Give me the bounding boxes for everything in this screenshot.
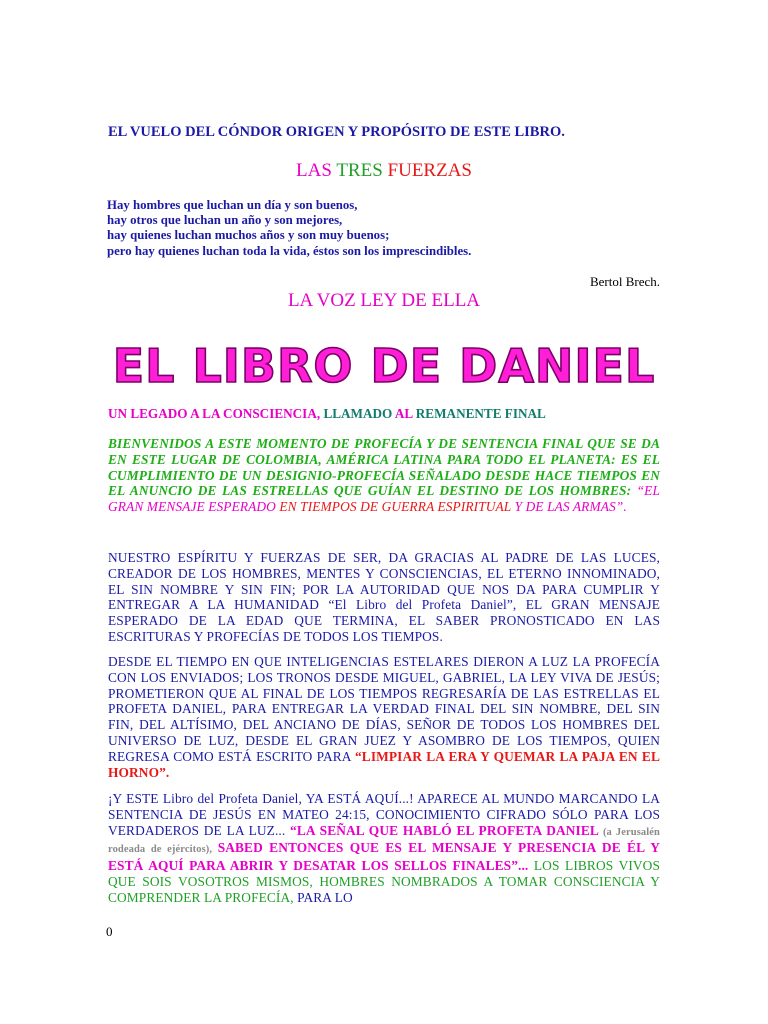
- gratitude-paragraph: NUESTRO ESPÍRITU Y FUERZAS DE SER, DA GRACIAS AL PADRE DE LAS LUCES, CREADOR DE LOS HOMBRES, MENTES Y CONSCIENCIAS, EL ETERNO INNOMINADO, EL SIN NOMBRE Y SIN FIN; POR LA AUTORIDAD QUE NOS DA PARA CUMPLIR Y ENTREGAR A LA HUMANIDAD “El Libro del Profeta Daniel”, EL GRAN MENSAJE ESPERADO DE LA EDAD QUE TERMINA, EL SABER PRONOSTICADO EN LAS ESCRITURAS Y PROFECÍAS DE TODOS LOS TIEMPOS.: [108, 550, 660, 644]
- book-title-graphic: [0, 330, 768, 396]
- legacy-subtitle: [108, 406, 668, 422]
- book-arrival-paragraph: [108, 791, 660, 906]
- prophecy-quote: “LIMPIAR LA ERA Y QUEMAR LA PAJA EN EL HORNO”.: [108, 748, 660, 780]
- welcome-war: EN TIEMPOS DE GUERRA ESPIRITUAL: [279, 499, 512, 515]
- heading-word-fuerzas: FUERZAS: [387, 160, 472, 181]
- quote-author: Bertol Brech.: [589, 274, 660, 289]
- subtitle-called: LLAMADO: [323, 406, 393, 421]
- arrival-seals: SABED ENTONCES QUE ES EL MENSAJE Y PRESENCIA DE ÉL Y ESTÁ AQUÍ PARA ABRIR Y DESATAR LOS SELLOS FINALES”...: [108, 840, 660, 874]
- welcome-text: BIENVENIDOS A ESTE MOMENTO DE PROFECÍA Y DE SENTENCIA FINAL QUE SE DA EN ESTE LUGAR DE COLOMBIA, AMÉRICA LATINA PARA TODO EL PLANETA: ES EL CUMPLIMIENTO DE UN DESIGNIO-PROFECÍA SEÑALADO DESDE HACE TIEMPOS EN EL ANUNCIO DE LAS ESTRELLAS QUE GUÍAN EL DESTINO DE LOS HOMBRES:: [108, 436, 660, 499]
- welcome-paragraph: [108, 436, 660, 515]
- poem-line: hay quienes luchan muchos años y son muy buenos;: [107, 228, 390, 243]
- section-heading: EL VUELO DEL CÓNDOR ORIGEN Y PROPÓSITO DE ESTE LIBRO.: [108, 124, 565, 140]
- prophecy-paragraph: [108, 654, 660, 780]
- subtitle-remnant: REMANENTE FINAL: [415, 406, 546, 421]
- poem-quote: [107, 198, 667, 259]
- arrival-text: ¡Y ESTE Libro del Profeta Daniel, YA ESTÁ AQUÍ...! APARECE AL MUNDO MARCANDO LA SENTENCIA DE JESÚS EN MATEO 24:15, CONOCIMIENTO CIFRADO SÓLO PARA LOS VERDADEROS DE LA LUZ...: [108, 791, 660, 838]
- page-number: 0: [106, 924, 113, 939]
- prophecy-text: DESDE EL TIEMPO EN QUE INTELIGENCIAS ESTELARES DIERON A LUZ LA PROFECÍA CON LOS ENVIADOS; LOS TRONOS DESDE MIGUEL, GABRIEL, LA LEY VIVA DE JESÚS; PROMETIERON QUE AL FINAL DE LOS TIEMPOS REGRESARÍA DE LAS ESTRELLAS EL PROFETA DANIEL, PARA ENTREGAR LA VERDAD FINAL DEL SIN NOMBRE, DEL SIN FIN, DEL ALTÍSIMO, DEL ANCIANO DE DÍAS, SEÑOR DE TODOS LOS HOMBRES DEL UNIVERSO DE LUZ, DESDE EL GRAN JUEZ Y ASOMBRO DE LOS TIEMPOS, QUIEN REGRESA COMO ESTÁ ESCRITO PARA: [108, 654, 660, 764]
- heading-word-tres: TRES: [336, 160, 383, 181]
- arrival-living-books: LOS LIBROS VIVOS QUE SOIS VOSOTROS MISMOS, HOMBRES NOMBRADOS A TOMAR CONSCIENCIA Y COMPRENDER LA PROFECÍA,: [108, 858, 660, 905]
- subtitle-to: AL: [392, 406, 416, 421]
- subtitle-legacy: UN LEGADO A LA CONSCIENCIA,: [108, 406, 324, 421]
- poem-line: hay otros que luchan un año y son mejores,: [107, 213, 343, 228]
- voice-heading: LA VOZ LEY DE ELLA: [287, 290, 481, 311]
- welcome-message: “EL GRAN MENSAJE ESPERADO: [108, 483, 660, 515]
- book-title-text: EL LIBRO DE DANIEL: [112, 339, 656, 393]
- welcome-arms: Y DE LAS ARMAS”.: [511, 499, 627, 515]
- poem-line: Hay hombres que luchan un día y son buenos,: [107, 198, 358, 212]
- book-title: [0, 330, 768, 401]
- three-forces-heading: [0, 160, 768, 182]
- heading-word-las: LAS: [296, 160, 332, 181]
- arrival-jerusalem: (a Jerusalén rodeada de ejércitos),: [108, 826, 660, 856]
- arrival-sign: “LA SEÑAL QUE HABLÓ EL PROFETA DANIEL: [290, 822, 599, 838]
- poem-line: pero hay quienes luchan toda la vida, éstos son los imprescindibles.: [107, 243, 472, 258]
- arrival-continuation: PARA LO: [297, 889, 353, 905]
